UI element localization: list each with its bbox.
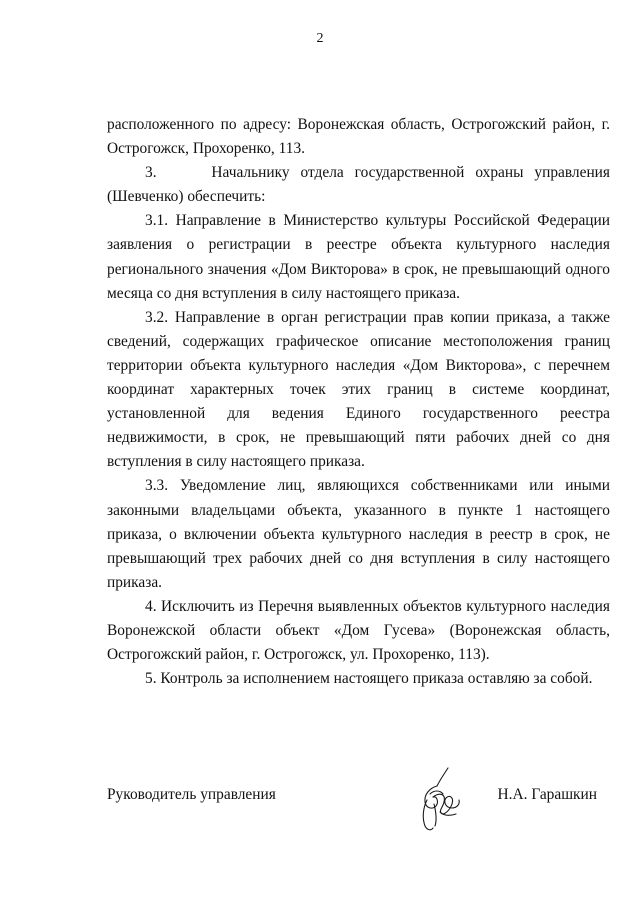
handwritten-signature-icon: [410, 764, 472, 834]
paragraph-item-3-1: 3.1. Направление в Министерство культуры Российской Федерации заявления о регистрации в реестре объекта культурного наследия регионального значения «Дом Викторова» в срок, не превышающий одного месяца со дня вступления в силу настоящего приказа.: [107, 212, 610, 302]
paragraph-item-3: 3. Начальнику отдела государственной охраны управления (Шевченко) обеспечить:: [107, 164, 610, 206]
paragraph-item-3-2: 3.2. Направление в орган регистрации прав копии приказа, а также сведений, содержащих графическое описание местоположения границ территории объекта культурного наследия «Дом Викторова», с перечнем координат характерных точек этих границ в системе координат, установленной для ведения Единого государственного реестра недвижимости, в срок, не превышающий пяти рабочих дней со дня вступления в силу настоящего приказа.: [107, 308, 610, 471]
document-body: [107, 113, 610, 691]
signatory-position: Руководитель управления: [107, 786, 276, 803]
paragraph-item-4: 4. Исключить из Перечня выявленных объектов культурного наследия Воронежской области объект «Дом Гусева» (Воронежская область, Острогожский район, г. Острогожск, ул. Прохоренко, 113).: [107, 597, 610, 664]
page-number: 2: [316, 31, 324, 46]
paragraph-item-3-3: 3.3. Уведомление лиц, являющихся собственниками или иными законными владельцами объекта, указанного в пункте 1 настоящего приказа, о включении объекта культурного наследия в реестр в срок, не превышающий трех рабочих дней со дня вступления в силу настоящего приказа.: [107, 477, 610, 591]
signatory-name: Н.А. Гарашкин: [497, 786, 597, 803]
paragraph-item-5: 5. Контроль за исполнением настоящего приказа оставляю за собой.: [145, 670, 593, 688]
paragraph-address-continuation: расположенного по адресу: Воронежская область, Острогожский район, г. Острогожск, Прохоренко, 113.: [107, 116, 610, 158]
